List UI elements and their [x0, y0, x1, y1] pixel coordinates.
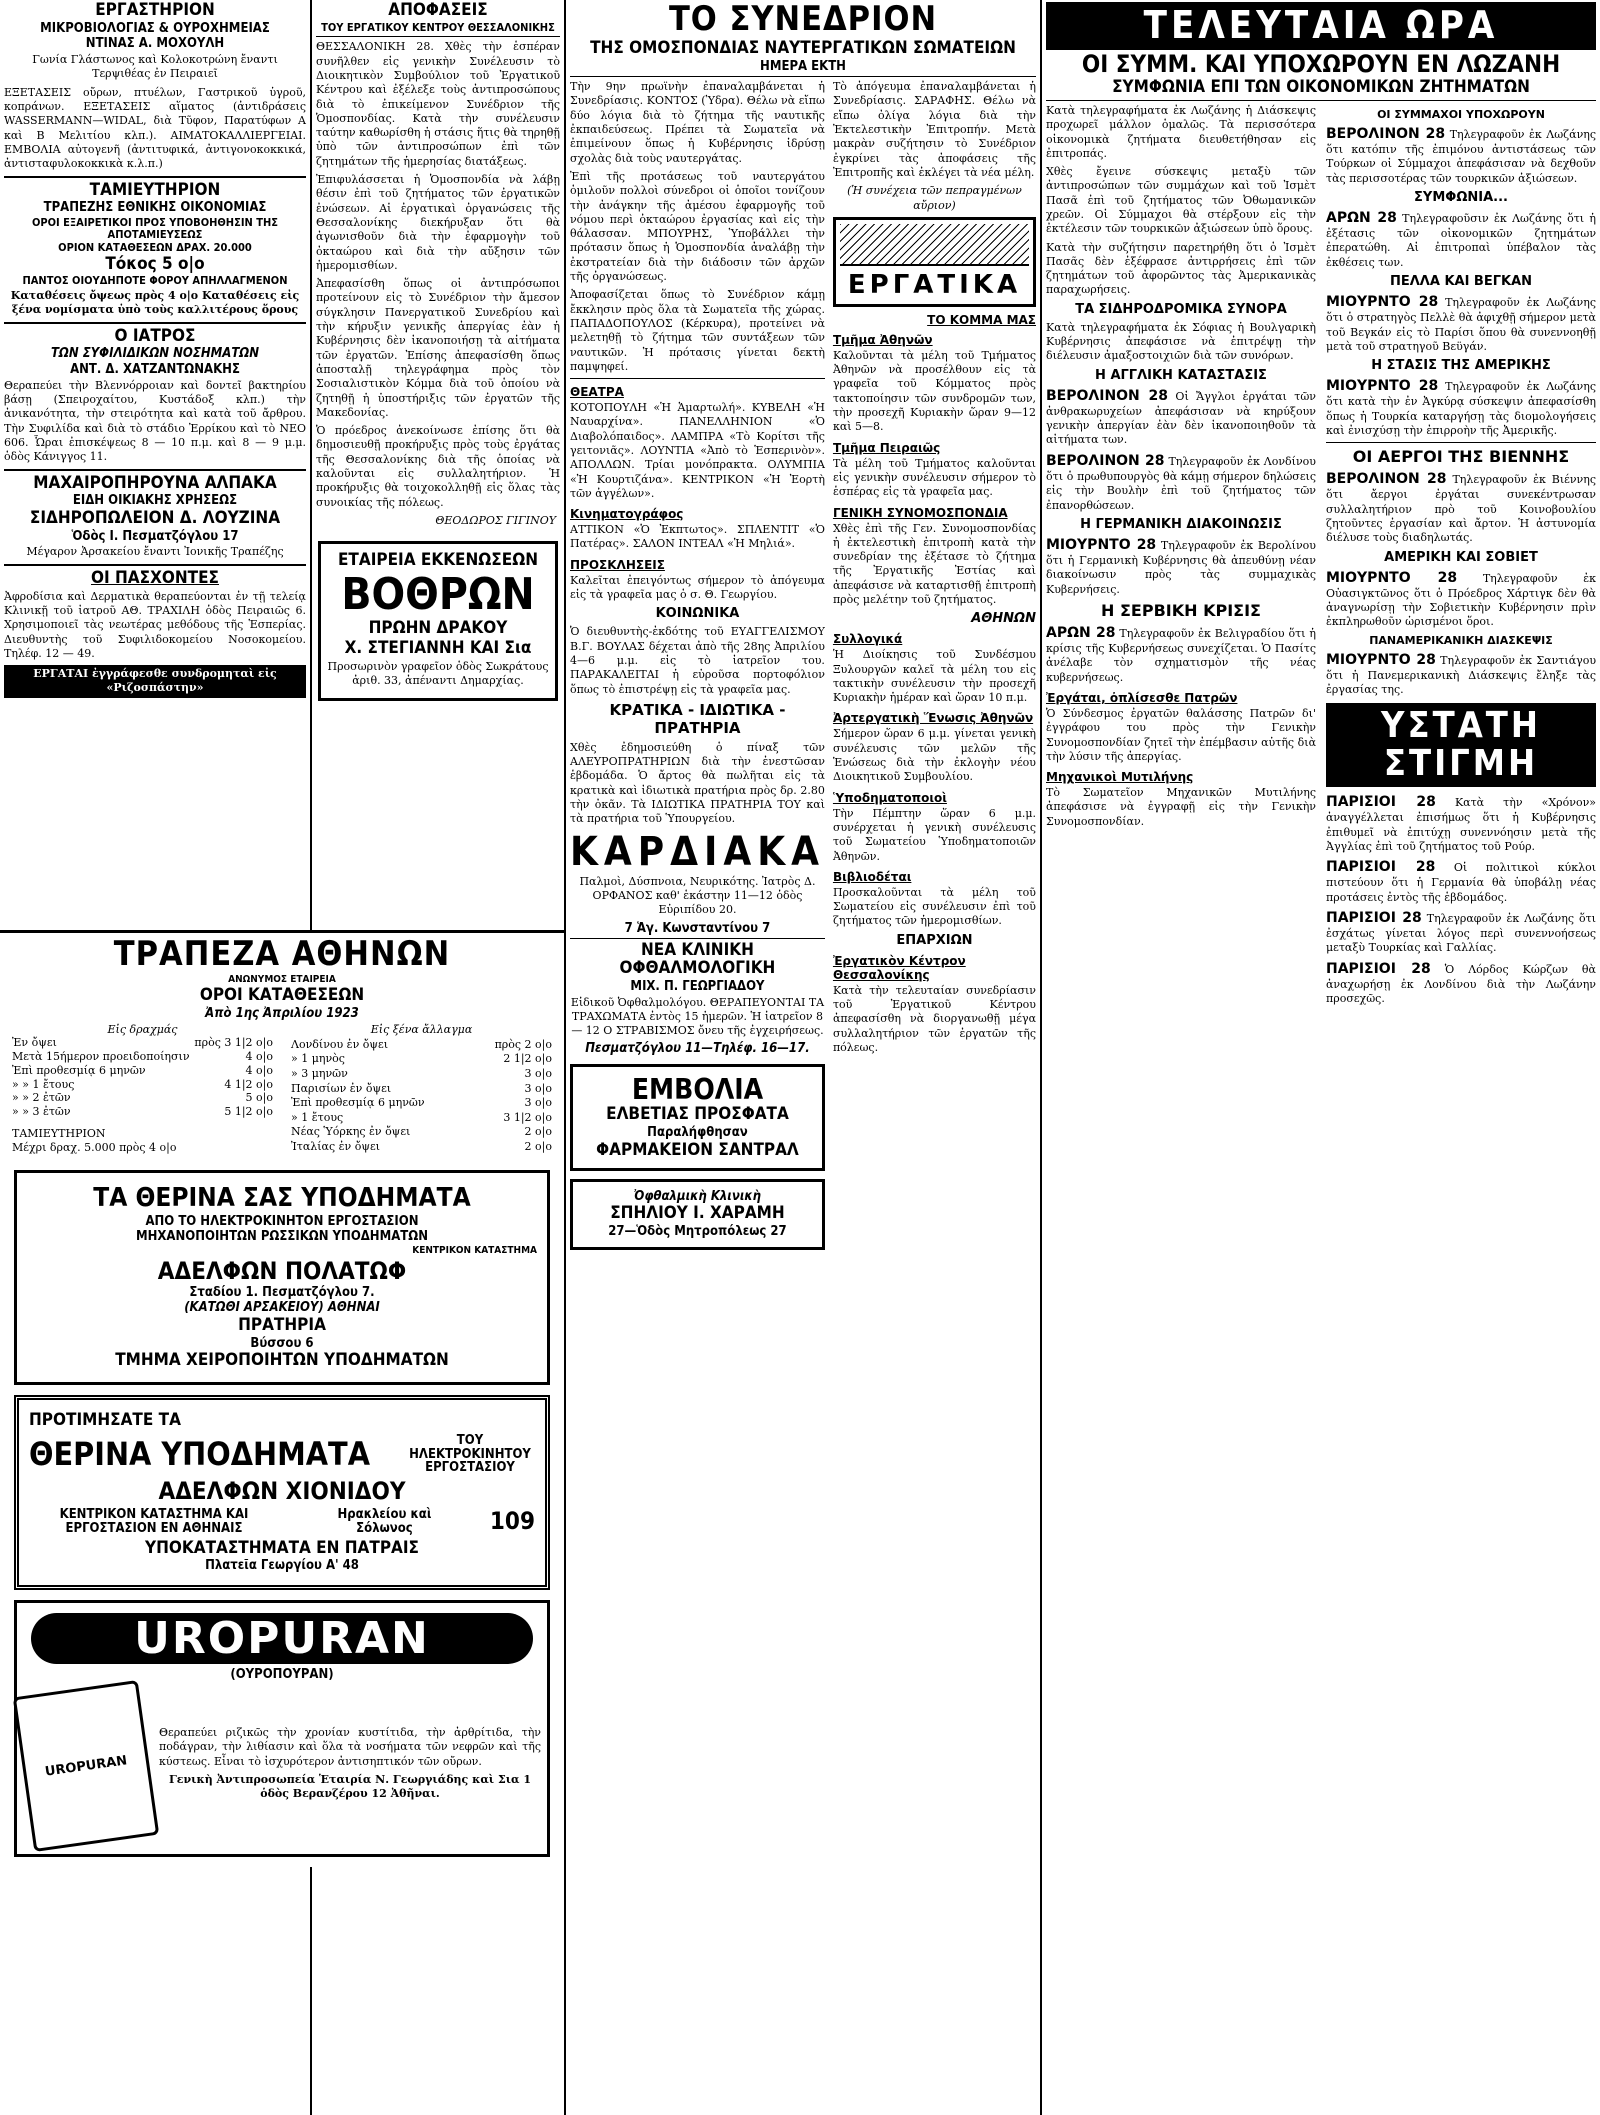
- chionidou-hq: ΚΕΝΤΡΙΚΟΝ ΚΑΤΑΣΤΗΜΑ ΚΑΙ ΕΡΓΟΣΤΑΣΙΟΝ ΕΝ ΑΘΗΝΑΙΣ: [59, 1507, 249, 1536]
- lab-address: Γωνία Γλάστωνος καὶ Κολοκοτρώνη ἔναντι Τερψιθέας ἐν Πειραιεῖ: [32, 53, 278, 81]
- news-subheading: Ἐργάται, ὀπλίσεσθε Πατρῶν: [1046, 690, 1238, 705]
- dateline: ΠΑΡΙΣΙΟΙ 28: [1326, 859, 1436, 876]
- eye-clinic-doctor: ΜΙΧ. Π. ΓΕΩΡΓΙΑΔΟΥ: [630, 978, 765, 994]
- pratiria-text: Χθὲς ἐδημοσιεύθη ὁ πίναξ τῶν ΑΛΕΥΡΟΠΡΑΤΗΡΙΩΝ διὰ τὴν ἐνεστῶσαν ἑβδομάδα. Ὁ ἄρτος θὰ πωλῆται εἰς τὰ κρατικὰ καὶ ἰδιωτικὰ πρατήρια πρὸς δρ. 2.80 τὴν ὀκᾶν. Τὰ ΙΔΙΩΤΙΚΑ ΠΡΑΤΗΡΙΑ ΤΟΥ καὶ τὰ πρατήρια τοῦ Ὑπουργείου.: [570, 740, 825, 826]
- provinces-heading: ΕΠΑΡΧΙΩΝ: [896, 932, 973, 948]
- polatof-line2: ΜΗΧΑΝΟΠΟΙΗΤΩΝ ΡΩΣΣΙΚΩΝ ΥΠΟΔΗΜΑΤΩΝ: [135, 1229, 428, 1245]
- kardiaka-text: Παλμοὶ, Δύσπνοια, Νευρικότης. Ἰατρὸς Δ. ΟΡΦΑΝΟΣ καθ' ἑκάστην 11—12 ὁδὸς Εὐριπίδου 20.: [579, 874, 816, 917]
- eye-clinic-ad-head: Ὀφθαλμικὴ Κλινικὴ: [633, 1188, 762, 1204]
- news-heading: ΟΙ ΑΕΡΓΟΙ ΤΗΣ ΒΙΕΝΝΗΣ: [1352, 447, 1570, 467]
- chionidou-branches-address: Πλατεῖα Γεωργίου Α' 48: [205, 1558, 359, 1574]
- bank-savings: ΤΑΜΙΕΥΤΗΡΙΟΝ: [12, 1126, 106, 1140]
- final-moment-banner: ΥΣΤΑΤΗ ΣΤΙΓΜΗ: [1326, 703, 1596, 787]
- bank-terms: ΟΡΟΙ ΚΑΤΑΘΕΣΕΩΝ: [199, 985, 365, 1006]
- news-text: Τηλεγραφοῦν ἐκ Οὐασιγκτῶνος ὅτι ὁ Πρόεδρος Χάρτιγκ δὲν θὰ ἀναγνωρίσῃ τὴν Σοβιετικὴν Κυβέρνησιν πρὶν ἐκπληρωθοῦν ὡρισμένοι ὅροι.: [1326, 571, 1597, 629]
- news-text: Οἱ πολιτικοὶ κύκλοι πιστεύουν ὅτι ἡ Γερμανία θὰ ὑποβάλῃ νέας προτάσεις ἐντὸς τῆς ἑβδομάδος.: [1326, 861, 1597, 904]
- rates-drachma: [10, 1023, 275, 1155]
- rate-row: Μετὰ 15ήμερον προειδοποίησιν 4 ο|ο: [12, 1050, 273, 1064]
- doctor-name: ΑΝΤ. Δ. ΧΑΤΖΑΝΤΩΝΑΚΗΣ: [70, 362, 240, 378]
- last-hour-subheadline: ΣΥΜΦΩΝΙΑ ΕΠΙ ΤΩΝ ΟΙΚΟΝΟΜΙΚΩΝ ΖΗΤΗΜΑΤΩΝ: [1112, 77, 1530, 98]
- pratiria-heading: ΚΡΑΤΙΚΑ - ΙΔΙΩΤΙΚΑ - ΠΡΑΤΗΡΙΑ: [609, 700, 786, 737]
- bank-subtitle: ΑΝΩΝΥΜΟΣ ΕΤΑΙΡΕΙΑ: [228, 973, 336, 985]
- decisions-title: ΑΠΟΦΑΣΕΙΣ: [388, 0, 488, 20]
- athens-heading: ΑΘΗΝΩΝ: [971, 611, 1036, 627]
- rate-row: » » 3 ἐτῶν 5 1|2 ο|ο: [12, 1105, 273, 1119]
- polatof-line1: ΑΠΟ ΤΟ ΗΛΕΚΤΡΟΚΙΝΗΤΟΝ ΕΡΓΟΣΤΑΣΙΟΝ: [145, 1213, 419, 1229]
- news-text: Τηλεγραφοῦν ἐκ Λωζάνης ὅτι κατὰ τὴν ἐν Ἀγκύρᾳ σύσκεψιν ἀπεφασίσθη ὅπως ἡ Τουρκία καταργήσῃ τὰς διομολογήσεις καὶ ἐνισχύσῃ τὴν ἐπιρροὴν τῆς Ἀμερικῆς.: [1326, 380, 1596, 437]
- decisions-paragraph: Ἐπιφυλάσσεται ἡ Ὁμοσπονδία νὰ λάβῃ θέσιν ἐπὶ τοῦ ζητήματος τῶν ἐργατικῶν ἐνώσεων. Αἱ ἐργατικαὶ ὀργανώσεις τῆς Θεσσαλονίκης διεκήρυξαν ὅτι θὰ ἀγωνισθοῦν διὰ τὴν ἐφαρμογὴν τοῦ ὀκταώρου καὶ διὰ τὴν αὔξησιν τῶν ἡμερομισθίων.: [316, 173, 560, 272]
- savings-terms: ΟΡΟΙ ΕΞΑΙΡΕΤΙΚΟΙ ΠΡΟΣ ΥΠΟΒΟΗΘΗΣΙΝ ΤΗΣ ΑΠΟΤΑΜΙΕΥΣΕΩΣ: [31, 215, 279, 241]
- eye-clinic-ad-address: 27—Ὁδὸς Μητροπόλεως 27: [608, 1224, 787, 1240]
- doctor-title: Ο ΙΑΤΡΟΣ: [114, 325, 196, 346]
- bank-from: Ἀπὸ 1ης Ἀπριλίου 1923: [205, 1006, 359, 1022]
- news-text: Ὁ Λόρδος Κώρζων θὰ ἀναχωρήσῃ ἐκ Λονδίνου διὰ τὴν Λωζάνην προσεχῶς.: [1326, 962, 1596, 1006]
- social-text: Ὁ διευθυντὴς-ἐκδότης τοῦ ΕΥΑΓΓΕΛΙΣΜΟΥ Β.Γ. ΒΟΥΛΑΣ δέχεται ἀπὸ τῆς 28ης Ἀπριλίου 4—6 μ.μ. εἰς τὸ ἰατρεῖον του. ΠΑΡΑΚΑΛΕΙΤΑΙ ἡ εὑροῦσα πορτοφόλιον ὅπως τὸ ἐπιστρέψῃ εἰς τὰ γραφεῖα μας.: [570, 625, 825, 696]
- bookbinders-heading: Βιβλιοδέται: [832, 869, 912, 884]
- bookbinders-text: Προσκαλοῦνται τὰ μέλη τοῦ Σωματείου εἰς συνέλευσιν ἐπὶ τοῦ ζητήματος τῶν ἡμερομισθίων.: [832, 885, 1036, 928]
- news-heading: ΠΑΝΑΜΕΡΙΚΑΝΙΚΗ ΔΙΑΣΚΕΨΙΣ: [1369, 633, 1553, 647]
- dateline: ΒΕΡΟΛΙΝΟΝ 28: [1326, 125, 1446, 142]
- lab-text: ΕΞΕΤΑΣΕΙΣ οὔρων, πτυέλων, Γαστρικοῦ ὑγροῦ, κοπράνων. ΕΞΕΤΑΣΕΙΣ αἵματος (ἀντιδράσεις WASSERMANN—WIDAL, διὰ Τῦφον, Παρατύφων Α καὶ Β Μελιτίου κλπ.). ΑΙΜΑΤΟΚΑΛΛΙΕΡΓΕΙΑΙ. ΕΜΒΟΛΙΑ αὐτογενῆ (ἀντιτυφικά, ἀντιγονοκοκκικά, ἀντισταφυλοκοκκικὰ κ.λ.π.): [4, 85, 306, 171]
- polatof-note: (ΚΑΤΩΘΙ ΑΡΣΑΚΕΙΟΥ) ΑΘΗΝΑΙ: [184, 1300, 380, 1316]
- dateline: ΑΡΩΝ 28: [1326, 210, 1397, 226]
- dateline: ΜΙΟΥΡΝΤΟ 28: [1326, 294, 1439, 311]
- chionidou-number: 109: [489, 1507, 535, 1536]
- rate-row: Ἰταλίας ἐν ὄψει 2 ο|ο: [291, 1140, 552, 1154]
- shoemakers-heading: Ὑποδηματοποιοὶ: [832, 790, 947, 805]
- rate-row: Ἐπὶ προθεσμίᾳ 6 μηνῶν 4 ο|ο: [12, 1063, 273, 1077]
- polatof-brand: ΑΔΕΛΦΩΝ ΠΟΛΑΤΩΦ: [157, 1256, 407, 1285]
- eye-clinic-title: ΝΕΑ ΚΛΙΝΙΚΗ ΟΦΘΑΛΜΟΛΟΓΙΚΗ: [619, 940, 776, 979]
- ergatika-title: ΕΡΓΑΤΙΚΑ: [847, 269, 1022, 300]
- cutlery-landmark: Μέγαρον Ἀρσακείου ἔναντι Ἰονικῆς Τραπέζης: [26, 545, 284, 559]
- news-subheading: Μηχανικοὶ Μυτιλήνης: [1046, 770, 1194, 785]
- chionidou-title: ΘΕΡΙΝΑ ΥΠΟΔΗΜΑΤΑ: [29, 1434, 370, 1473]
- vaccines-title: ΕΜΒΟΛΙΑ: [631, 1073, 764, 1107]
- cinema-text: ΑΤΤΙΚΟΝ «Ὁ Ἐκπτωτος». ΣΠΛΕΝΤΙΤ «Ὁ Πατέρας». ΣΑΛΟΝ ΙΝΤΕΑΛ «Ἡ Μηλιά».: [570, 523, 825, 551]
- rate-row: Ἐπὶ προθεσμίᾳ 6 μηνῶν 3 ο|ο: [291, 1096, 552, 1110]
- calls-text: Καλεῖται ἐπειγόντως σήμερον τὸ ἀπόγευμα εἰς τὰ γραφεῖα μας ὁ σ. Θ. Γεωργίου.: [570, 573, 825, 602]
- congress-subtitle: ΤΗΣ ΟΜΟΣΠΟΝΔΙΑΣ ΝΑΥΤΕΡΓΑΤΙΚΩΝ ΣΩΜΑΤΕΙΩΝ: [590, 37, 1016, 58]
- decisions-subtitle: ΤΟΥ ΕΡΓΑΤΙΚΟΥ ΚΕΝΤΡΟΥ ΘΕΣΣΑΛΟΝΙΚΗΣ: [321, 20, 555, 34]
- news-text: Τηλεγραφοῦν ἐκ Λωζάνης ὅτι ὁ στρατηγὸς Πελλὲ θὰ ἀφιχθῇ σήμερον μετὰ τοῦ Βεγκάν εἰς τὸ Παρίσι ὅπου θὰ συνεννοηθῇ μετὰ τοῦ στρατηγοῦ Βεϋγάν.: [1326, 296, 1596, 353]
- lab-subtitle: ΜΙΚΡΟΒΙΟΛΟΓΙΑΣ & ΟΥΡΟΧΗΜΕΙΑΣ: [40, 20, 270, 36]
- cesspit-contact: Προσωρινὸν γραφεῖον ὁδὸς Σωκράτους ἀριθ. 33, ἀπέναντι Δημαρχίας.: [327, 659, 549, 687]
- savings-tax: ΠΑΝΤΟΣ ΟΙΟΥΔΗΠΟΤΕ ΦΟΡΟΥ ΑΠΗΛΛΑΓΜΕΝΟΝ: [22, 274, 288, 288]
- news-heading: ΑΜΕΡΙΚΗ ΚΑΙ ΣΟΒΙΕΤ: [1384, 549, 1538, 565]
- news-text: Οἱ Ἄγγλοι ἐργάται τῶν ἀνθρακωρυχείων ἀπεφάσισαν νὰ κηρύξουν γενικὴν ἀπεργίαν ἐὰν δὲν ἱκανοποιηθοῦν τὰ αἰτήματα των.: [1046, 389, 1316, 447]
- news-heading: Η ΓΕΡΜΑΝΙΚΗ ΔΙΑΚΟΙΝΩΣΙΣ: [1080, 516, 1282, 532]
- vaccines-subtitle: ΕΛΒΕΤΙΑΣ ΠΡΟΣΦΑΤΑ: [606, 1104, 789, 1125]
- eye-clinic-text: Εἰδικοῦ Ὀφθαλμολόγου. ΘΕΡΑΠΕΥΟΝΤΑΙ ΤΑ ΤΡΑΧΩΜΑΤΑ ἐντὸς 15 ἡμερῶν. Ἡ ἰατρεῖον 8 — 12 Ο ΣΤΡΑΒΙΣΜΟΣ ὄνευ τῆς ἐγχειρήσεως.: [570, 995, 825, 1038]
- cesspit-ad: [318, 541, 558, 701]
- cutlery-shop: ΣΙΔΗΡΟΠΩΛΕΙΟΝ Δ. ΛΟΥΖΙΝΑ: [29, 508, 281, 528]
- branch-athens-heading: Τμῆμα Ἀθηνῶν: [832, 332, 933, 347]
- uropuran-agents: Γενικὴ Ἀντιπροσωπεία Ἑταιρία Ν. Γεωργιάδης καὶ Σια 1 ὁδὸς Βερανζέρου 12 Ἀθῆναι.: [169, 1772, 531, 1801]
- chionidou-factory: ΤΟΥ ΗΛΕΚΤΡΟΚΙΝΗΤΟΥ ΕΡΓΟΣΤΑΣΙΟΥ: [409, 1433, 531, 1476]
- congress-paragraph: Ἐπὶ τῆς προτάσεως τοῦ ναυτεργάτου ὁμιλοῦν πολλοὶ σύνεδροι οἱ ὁποῖοι τονίζουν τὴν ἀνάγκην τῆς ἀμέσου ἐφαρμογῆς τοῦ νόμου περὶ ὀκταώρου ἐργασίας καὶ εἰς τὴν θάλασσαν. ΜΠΟΥΡΗΣ, Ὑποβάλλει τὴν πρότασιν ὅπως ἡ Ὁμοσπονδία ἀναλάβῃ τὴν ἐκστρατείαν διὰ τὴν διάδοσιν τῶν ἀρχῶν τῆς ὀργανώσεως.: [570, 169, 825, 284]
- dateline: ΠΑΡΙΣΙΟΙ 28: [1326, 909, 1422, 926]
- news-text: Τηλεγραφοῦν ἐκ Σαντιάγου ὅτι ἡ Πανεμερικανικὴ Διάσκεψις ἔληξε τὰς ἐργασίας της.: [1326, 653, 1597, 697]
- news-heading: ΤΑ ΣΙΔΗΡΟΔΡΟΜΙΚΑ ΣΥΝΟΡΑ: [1075, 301, 1287, 317]
- bank-of-athens-ad: [0, 930, 564, 1867]
- news-paragraph: Κατὰ τηλεγραφήματα ἐκ Λωζάνης ἡ Διάσκεψις προχωρεῖ μάλλον ὁμαλῶς. Τὰ περισσότερα οἰκονομικὰ ζητήματα διευθετήθησαν εἰς ἐπιτροπάς.: [1046, 103, 1316, 160]
- subscribe-note: ΕΡΓΑΤΑΙ ἐγγράφεσθε συνδρομηταὶ εἰς «Ριζοσπάστην»: [4, 665, 306, 698]
- branch-piraeus-heading: Τμῆμα Πειραιῶς: [832, 440, 941, 455]
- bank-savings-line: Μέχρι δραχ. 5.000 πρὸς 4 ο|ο: [12, 1140, 177, 1154]
- congress-title: ΤΟ ΣΥΝΕΔΡΙΟΝ: [668, 0, 938, 39]
- ergatika-header: [833, 217, 1036, 307]
- decisions-byline: ΘΕΟΔΩΡΟΣ ΓΙΓΙΝΟΥ: [435, 513, 556, 527]
- polatof-shops: ΠΡΑΤΗΡΙΑ: [238, 1314, 326, 1335]
- vaccines-ad: [570, 1064, 825, 1171]
- uropuran-greek: (ΟΥΡΟΠΟΥΡΑΝ): [230, 1667, 334, 1683]
- thessaloniki-heading: Ἐργατικὸν Κέντρον Θεσσαλονίκης: [832, 953, 966, 982]
- rates-foreign: [289, 1023, 554, 1155]
- theatre-heading: ΘΕΑΤΡΑ: [570, 385, 624, 400]
- polatof-shops-address: Βύσσου 6: [250, 1335, 314, 1351]
- news-paragraph: Χθὲς ἔγεινε σύσκεψις μεταξὺ τῶν ἀντιπροσώπων τῶν συμμάχων καὶ τοῦ Ἰσμὲτ Πασᾶ ἐπὶ τοῦ ζητήματος τῶν Ὀθωμανικῶν χρεῶν. Οἱ Σύμμαχοι θὰ στέρξουν εἰς τὴν ἐκτέλεσιν τῶν τουρκικῶν ἀξιώσεων ὑπὸ ὅρους.: [1046, 165, 1316, 236]
- lab-name: ΝΤΙΝΑΣ Α. ΜΟΧΟΥΛΗ: [85, 36, 225, 52]
- thessaloniki-text: Κατὰ τὴν τελευταίαν συνεδρίασιν τοῦ Ἐργατικοῦ Κέντρου ἀπεφασίσθη νὰ διοργανωθῇ μέγα συλλαλητήριον τῶν ἐργατῶν τῆς πόλεως.: [832, 983, 1036, 1054]
- decisions-paragraph: Ἀπεφασίσθη ὅπως οἱ ἀντιπρόσωποι προτείνουν εἰς τὸ Συνέδριον τὴν ἄμεσον σύγκλησιν Πανεργατικοῦ Συνεδρίου καὶ τὴν κήρυξιν γενικῆς ἀπεργίας ἐὰν ἡ Κυβέρνησις δὲν ἱκανοποιήσῃ τὰ αἰτήματα τῶν ἐργατῶν. Ἐπίσης ἀπεφασίσθη ὅπως ἀποσταλῇ τηλεγράφημα πρὸς τὸν Σοσιαλιστικὸν Κόμμα διὰ τοῦ ὁποίου νὰ ζητηθῇ ἡ ὑποστήριξις τῶν ἐργατῶν τῆς Μακεδονίας.: [316, 277, 560, 419]
- dateline: ΒΕΡΟΛΙΝΟΝ 28: [1046, 452, 1165, 469]
- vaccines-pharmacy: ΦΑΡΜΑΚΕΙΟΝ ΣΑΝΤΡΑΛ: [596, 1139, 799, 1160]
- news-text: Τηλεγραφοῦν ἐκ Λωζάνης ὅτι ἐσχάτως γίνεται λόγος περὶ συνεννοήσεως μεταξὺ Τουρκίας καὶ Γαλλίας.: [1326, 911, 1596, 955]
- party-heading: ΤΟ ΚΟΜΜΑ ΜΑΣ: [927, 312, 1036, 327]
- polatof-store: ΚΕΝΤΡΙΚΟΝ ΚΑΤΑΣΤΗΜΑ: [412, 1245, 537, 1256]
- shoemakers-text: Τὴν Πέμπτην ὥραν 6 μ.μ. συνέρχεται ἡ γενικὴ συνέλευσις τοῦ Σωματείου Ὑποδηματοποιῶν Ἀθηνῶν.: [832, 806, 1036, 863]
- last-hour-banner: ΤΕΛΕΥΤΑΙΑ ΩΡΑ: [1046, 2, 1596, 50]
- savings-rate: Τόκος 5 ο|ο: [105, 253, 205, 274]
- rates-drachma-head: Εἰς δραχμάς: [107, 1022, 178, 1036]
- kardiaka-title: ΚΑΡΔΙΑΚΑ: [570, 828, 825, 875]
- news-paragraph: Τὸ Σωματεῖον Μηχανικῶν Μυτιλήνης ἀπεφάσισε νὰ ἐγγραφῇ εἰς τὴν Γενικὴν Συνομοσπονδίαν.: [1046, 786, 1316, 828]
- bakers-text: Σήμερον ὥραν 6 μ.μ. γίνεται γενικὴ συνέλευσις τῶν μελῶν τῆς Ἑνώσεως διὰ τὴν ἐκλογὴν νέου Διοικητικοῦ Συμβουλίου.: [832, 727, 1036, 784]
- dateline: ΜΙΟΥΡΝΤΟ 28: [1046, 536, 1157, 553]
- news-heading: ΟΙ ΣΥΜΜΑΧΟΙ ΥΠΟΧΩΡΟΥΝ: [1377, 107, 1545, 121]
- news-heading: Η ΣΤΑΣΙΣ ΤΗΣ ΑΜΕΡΙΚΗΣ: [1371, 358, 1551, 374]
- rate-row: » » 1 ἔτους 4 1|2 ο|ο: [12, 1077, 273, 1091]
- eye-clinic-ad: [570, 1179, 825, 1250]
- union-text: Ἡ Διοίκησις τοῦ Συνδέσμου Ξυλουργῶν καλεῖ τὰ μέλη του εἰς τακτικὴν συνέλευσιν τὴν προσεχῆ Κυριακὴν ἡμέραν καὶ ὥραν 10 π.μ.: [832, 648, 1036, 705]
- news-heading: ΣΥΜΦΩΝΙΑ...: [1414, 190, 1508, 205]
- cesspit-company: ΕΤΑΙΡΕΙΑ ΕΚΚΕΝΩΣΕΩΝ: [337, 549, 538, 570]
- congress-day: ΗΜΕΡΑ ΕΚΤΗ: [760, 58, 846, 74]
- news-paragraph: Ὁ Σύνδεσμος ἐργατῶν θαλάσσης Πατρῶν δι' ἐγγράφου του πρὸς τὴν Γενικὴν Συνομοσπονδίαν ζητεῖ τὴν ἐπέμβασιν αὐτῆς διὰ τὴν λύσιν τῆς ἀπεργίας.: [1046, 706, 1316, 763]
- rate-row: » 1 μηνὸς 2 1|2 ο|ο: [291, 1052, 552, 1066]
- theatre-text: ΚΟΤΟΠΟΥΛΗ «Ἡ Ἁμαρτωλή». ΚΥΒΕΛΗ «Ἡ Ναυαρχίνα». ΠΑΝΕΛΛΗΝΙΟΝ «Ὁ Διαβολόπαιδος». ΛΑΜΠΡΑ «Τὸ Κορίτσι τῆς γειτονιᾶς». ΛΟΥΝΤΙΑ «Ἀπὸ τὸ Ἑσπερινὸν». ΑΠΟΛΛΩΝ. Τρίαι μονόπρακτα. ΟΛΥΜΠΙΑ «Ἡ Κουρτιζάνα». ΚΕΝΤΡΙΚΟΝ «Ἡ Ἐορτὴ τῶν ἀγγέλων».: [570, 401, 825, 500]
- calls-heading: ΠΡΟΣΚΛΗΣΕΙΣ: [570, 557, 665, 572]
- news-text: Τηλεγραφοῦν ἐκ Βερολίνου ὅτι ἡ Γερμανικὴ Κυβέρνησις θὰ ἀπευθύνῃ νέαν διακοίνωσιν πρὸς τὰς συμμαχικὰς Κυβερνήσεις.: [1046, 538, 1316, 596]
- rates-foreign-head: Εἰς ξένα ἄλλαγμα: [370, 1023, 473, 1037]
- cutlery-title: ΜΑΧΑΙΡΟΠΗΡΟΥΝΑ ΑΛΠΑΚΑ: [33, 472, 277, 493]
- eye-clinic-hours: Πεσματζόγλου 11—Τηλέφ. 16—17.: [585, 1041, 810, 1057]
- last-hour-headline: ΟΙ ΣΥΜΜ. ΚΑΙ ΥΠΟΧΩΡΟΥΝ ΕΝ ΛΩΖΑΝΗ: [1081, 49, 1561, 78]
- dateline: ΠΑΡΙΣΙΟΙ 28: [1326, 794, 1436, 811]
- bakers-heading: Ἀρτεργατικὴ Ἕνωσις Ἀθηνῶν: [832, 711, 1034, 726]
- decisions-paragraph: Ὁ πρόεδρος ἀνεκοίνωσε ἐπίσης ὅτι θὰ δημοσιευθῇ προκήρυξις πρὸς τοὺς ἐργάτας τῆς Θεσσαλονίκης διὰ τῆς ὁποίας νὰ καλοῦνται εἰς συλλαλητήριον. Ἡ προκήρυξις θὰ τοιχοκολληθῇ εἰς ὅλας τὰς συνοικίας τῆς πόλεως.: [316, 424, 560, 509]
- chionidou-prefer: ΠΡΟΤΙΜΗΣΑΤΕ ΤΑ: [29, 1410, 181, 1431]
- rate-row: » » 2 ἐτῶν 5 ο|ο: [12, 1091, 273, 1105]
- cesspit-former: ΠΡΩΗΝ ΔΡΑΚΟΥ: [368, 617, 508, 638]
- branch-piraeus-text: Τὰ μέλη τοῦ Τμήματος καλοῦνται εἰς γενικὴν συνέλευσιν σήμερον τὸ ἑσπέρας εἰς τὰ γραφεῖα μας.: [832, 456, 1036, 499]
- polatof-department: ΤΜΗΜΑ ΧΕΙΡΟΠΟΙΗΤΩΝ ΥΠΟΔΗΜΑΤΩΝ: [115, 1350, 449, 1371]
- chionidou-brand: ΑΔΕΛΦΩΝ ΧΙΟΝΙΔΟΥ: [158, 1477, 406, 1506]
- congress-continued: (Ἡ συνέχεια τῶν πεπραγμένων αὔριον): [847, 184, 1022, 212]
- polatof-address: Σταδίου 1. Πεσματζόγλου 7.: [189, 1284, 375, 1300]
- decisions-paragraph: ΘΕΣΣΑΛΟΝΙΚΗ 28. Χθὲς τὴν ἑσπέραν συνῆλθεν εἰς γενικὴν Συνέλευσιν τὸ Διοικητικὸν Συμβούλιον τοῦ Ἐργατικοῦ Κέντρου καὶ ἐξέλεξε τοὺς ἀντιπροσώπους διὰ τὸ ἐπικείμενον Συνέδριον τῆς Ὁμοσπονδίας. Κατὰ τὴν συνέλευσιν ταύτην καθωρίσθη ἡ στάσις ἥτις θὰ τηρηθῇ ὑπὸ τῶν ἀντιπροσώπων ἐπὶ τῶν ζητημάτων τῆς ἡμερησίας διατάξεως.: [316, 40, 560, 168]
- confederation-heading: ΓΕΝΙΚΗ ΣΥΝΟΜΟΣΠΟΝΔΙΑ: [832, 505, 1008, 520]
- rate-row: Λονδίνου ἐν ὄψει πρὸς 2 ο|ο: [291, 1037, 552, 1051]
- vaccines-line: Παραλήφθησαν: [647, 1125, 748, 1141]
- cutlery-address: Ὁδὸς Ι. Πεσματζόγλου 17: [71, 528, 239, 544]
- dateline: ΑΡΩΝ 28: [1046, 624, 1116, 641]
- news-text: Τηλεγραφοῦν ἐκ Βιέννης ὅτι ἄεργοι ἐργάται συνεκέντρωσαν συλλαλητήριον πρὸ τοῦ Κοινοβουλίου ζητοῦντες ἐργασίαν καὶ ἄρτον. Ἡ ἀστυνομία διέλυσε τοὺς διαδηλωτάς.: [1326, 473, 1596, 545]
- news-heading: Η ΣΕΡΒΙΚΗ ΚΡΙΣΙΣ: [1101, 600, 1261, 620]
- savings-text: Καταθέσεις ὄψεως πρὸς 4 ο|ο Καταθέσεις εἰς ξένα νομίσματα ὑπὸ τοὺς καλλιτέρους ὅρους: [10, 289, 300, 317]
- dateline: ΜΙΟΥΡΝΤΟ 28: [1326, 378, 1439, 395]
- rate-row: Παρισίων ἐν ὄψει 3 ο|ο: [291, 1081, 552, 1095]
- union-heading: Συλλογικά: [832, 632, 903, 647]
- cesspit-name: ΒΟΘΡΩΝ: [341, 568, 535, 620]
- social-heading: ΚΟΙΝΩΝΙΚΑ: [655, 606, 740, 622]
- eye-clinic-ad-name: ΣΠΗΛΙΟΥ Ι. ΧΑΡΑΜΗ: [610, 1203, 785, 1224]
- news-text: Τηλεγραφοῦσιν ἐκ Λωζάνης ὅτι ἡ ἐξέτασις τῶν οἰκονομικῶν ζητημάτων ἐπερατώθη. Αἱ ἐπιτροπαὶ ὑπέβαλον τὰς ἐκθέσεις των.: [1326, 212, 1596, 269]
- savings-title: ΤΑΜΙΕΥΤΗΡΙΟΝ: [89, 179, 221, 200]
- patients-text: Ἀφροδίσια καὶ Δερματικὰ θεραπεύονται ἐν τῇ τελείᾳ Κλινικῇ τοῦ ἰατροῦ ΑΘ. ΤΡΑΧΙΛΗ ὁδὸς Πειραιῶς 6. Χρησιμοποιεῖ τὰς νεωτέρας μεθόδους τῆς Ἑσπερίας. Διευθυντὴς τοῦ Συφιλιδοκομείου Νοσοκομείου. Τηλέφ. 12 — 49.: [4, 589, 306, 660]
- dateline: ΒΕΡΟΛΙΝΟΝ 28: [1046, 387, 1169, 404]
- uropuran-logo: UROPURAN: [31, 1613, 533, 1664]
- confederation-text: Χθὲς ἐπὶ τῆς Γεν. Συνομοσπονδίας ἡ ἐκτελεστικὴ ἐπιτροπὴ κατὰ τὴν συνεδρίαν της ἐξέτασε τὸ ζήτημα τῆς Ἐργατικῆς Ἐστίας καὶ ἀπεφάσισε νὰ καταρτισθῇ ἐπιτροπὴ πρὸς μελέτην τοῦ ζητήματος.: [832, 521, 1036, 606]
- news-text: Τηλεγραφοῦν ἐκ Λονδίνου ὅτι ὁ πρωθυπουργὸς θὰ κάμῃ σήμερον δηλώσεις εἰς τὴν Βουλὴν ἐπὶ τοῦ ζητήματος τῶν ἐπανορθώσεων.: [1046, 454, 1316, 512]
- dateline: ΜΙΟΥΡΝΤΟ 28: [1326, 569, 1458, 586]
- congress-paragraph: Τὴν 9ην πρωϊνὴν ἐπαναλαμβάνεται ἡ Συνεδρίασις. ΚΟΝΤΟΣ (Ὑδρα). Θέλω νὰ εἴπω δύο λόγια διὰ τὸ ζήτημα τῆς ναυτικῆς ἐκπαιδεύσεως. Πρέπει τὰ Σωματεῖα νὰ ἐπιμείνουν ὅπως ἡ Κυβέρνησις ἱδρύσῃ σχολὰς διὰ τοὺς ναυτεργάτας.: [570, 80, 825, 165]
- uropuran-ad: [14, 1600, 550, 1857]
- cutlery-subtitle: ΕΙΔΗ ΟΙΚΙΑΚΗΣ ΧΡΗΣΕΩΣ: [72, 493, 238, 509]
- chionidou-shoes-ad: [14, 1395, 550, 1590]
- bank-title: ΤΡΑΠΕΖΑ ΑΘΗΝΩΝ: [113, 934, 451, 974]
- doctor-subtitle: ΤΩΝ ΣΥΦΙΛΙΔΙΚΩΝ ΝΟΣΗΜΑΤΩΝ: [50, 346, 260, 362]
- news-text: Τηλεγραφοῦν ἐκ Βελιγραδίου ὅτι ἡ κρίσις τῆς Κυβερνήσεως συνεχίζεται. Ὁ Πασίτς ἀνέλαβε τὸν σχηματισμὸν τῆς νέας κυβερνήσεως.: [1046, 626, 1316, 684]
- rate-row: » 1 ἔτους 3 1|2 ο|ο: [291, 1110, 552, 1124]
- savings-limit: ΟΡΙΟΝ ΚΑΤΑΘΕΣΕΩΝ ΔΡΑΧ. 20.000: [58, 241, 252, 255]
- branch-athens-text: Καλοῦνται τὰ μέλη τοῦ Τμήματος Ἀθηνῶν νὰ προσέλθουν εἰς τὰ γραφεῖα τοῦ Κόμματος πρὸς τακτοποίησιν τῶν συνδρομῶν των, τὴν προσεχῆ Κυριακὴν ὥραν 9—12 καὶ 5—8.: [832, 348, 1036, 434]
- polatof-shoes-ad: [14, 1170, 550, 1385]
- rate-row: Ἐν ὄψει πρὸς 3 1|2 ο|ο: [12, 1036, 273, 1050]
- rate-row: » 3 μηνῶν 3 ο|ο: [291, 1066, 552, 1080]
- lab-title: ΕΡΓΑΣΤΗΡΙΟΝ: [95, 0, 215, 20]
- news-text: Τηλεγραφοῦν ἐκ Λωζάνης ὅτι κατόπιν τῆς ἐπιμόνου ἀντιστάσεως τῶν Τούρκων οἱ Σύμμαχοι ἀπεφάσισαν νὰ δεχθοῦν τὰς περισσοτέρας τῶν τουρκικῶν ἀξιώσεων.: [1326, 127, 1597, 185]
- chionidou-hq-address: Ηρακλείου καὶ Σόλωνος: [337, 1507, 432, 1536]
- congress-paragraph: Ἀποφασίζεται ὅπως τὸ Συνέδριον κάμῃ ἔκκλησιν πρὸς ὅλα τὰ Σωματεῖα τῆς χώρας. ΠΑΠΑΔΟΠΟΥΛΟΣ (Κέρκυρα), προτείνει νὰ μελετηθῇ τὸ ζήτημα τῶν συντάξεων τῶν ναυτικῶν. Ἡ πρότασις γίνεται δεκτὴ παμψηφεί.: [570, 288, 825, 373]
- doctor-text: Θεραπεύει τὴν Βλεννόρροιαν καὶ δοντεῖ βακτηρίου βάσῃ (Σπειροχαίτου, Κυστάδοξ κλπ.) τὴν ἀνικανότητα, τὴν στειρότητα καὶ κατὰ τοῦ ἄρθρου. Τὴν Συφιλίδα καὶ διὰ τὸ στάδιο Ἐρρίκου καὶ τὸ ΝΕΟ 606. Ὧραι ἐπισκέψεως 8 — 10 π.μ. καὶ 8 — 9 μ.μ. ὁδὸς Κάνιγγος 11.: [4, 378, 306, 464]
- column-4: [1042, 0, 1600, 2115]
- cinema-heading: Κινηματογράφος: [570, 507, 684, 522]
- dateline: ΜΙΟΥΡΝΤΟ 28: [1326, 651, 1436, 668]
- kardiaka-address: 7 Ἁγ. Κωνσταντίνου 7: [624, 920, 771, 936]
- ergatika-illustration: [840, 224, 1029, 266]
- dateline: ΒΕΡΟΛΙΝΟΝ 28: [1326, 471, 1447, 488]
- uropuran-bottle: UROPURAN: [13, 1680, 159, 1852]
- congress-paragraph: Τὸ ἀπόγευμα ἐπαναλαμβάνεται ἡ Συνεδρίασις. ΣΑΡΑΦΗΣ. Θέλω νὰ εἴπω ὀλίγα λόγια διὰ τὴν Ἐκτελεστικὴν Ἐπιτροπήν. Μετὰ μακρὰν συζήτησιν τὸ Συνέδριον ἐγκρίνει τὰς ἀποφάσεις τῆς Ἐπιτροπῆς καὶ ἐκλέγει τὰ νέα μέλη.: [832, 80, 1036, 179]
- patients-title: ΟΙ ΠΑΣΧΟΝΤΕΣ: [90, 567, 220, 588]
- news-heading: Η ΑΓΓΛΙΚΗ ΚΑΤΑΣΤΑΣΙΣ: [1095, 367, 1267, 383]
- news-heading: ΠΕΛΛΑ ΚΑΙ ΒΕΓΚΑΝ: [1389, 274, 1533, 290]
- dateline: ΠΑΡΙΣΙΟΙ 28: [1326, 960, 1431, 977]
- savings-bank: ΤΡΑΠΕΖΗΣ ΕΘΝΙΚΗΣ ΟΙΚΟΝΟΜΙΑΣ: [43, 200, 267, 216]
- chionidou-branches: ΥΠΟΚΑΤΑΣΤΗΜΑΤΑ ΕΝ ΠΑΤΡΑΙΣ: [145, 1537, 419, 1558]
- rate-row: Νέας Ὑόρκης ἐν ὄψει 2 ο|ο: [291, 1125, 552, 1139]
- news-paragraph: Κατὰ τηλεγραφήματα ἐκ Σόφιας ἡ Βουλγαρικὴ Κυβέρνησις ἀπεφάσισε νὰ ἐπιτρέψῃ τὴν διέλευσιν ἀμαξοστοιχιῶν διὰ τῶν συνόρων.: [1046, 320, 1316, 363]
- cesspit-owner: Χ. ΣΤΕΓΙΑΝΝΗ ΚΑΙ Σια: [344, 637, 532, 658]
- uropuran-text: Θεραπεύει ριζικῶς τὴν χρονίαν κυστίτιδα, τὴν ἀρθρίτιδα, τὴν ποδάγραν, τὴν λιθίασιν καὶ ὅλα τὰ νοσήματα τῶν νεφρῶν καὶ τῆς κύστεως. Εἶναι τὸ ἰσχυρότερον ἀντισηπτικόν τῶν οὔρων.: [159, 1725, 541, 1768]
- polatof-title: ΤΑ ΘΕΡΙΝΑ ΣΑΣ ΥΠΟΔΗΜΑΤΑ: [93, 1183, 471, 1214]
- column-3: [566, 0, 1040, 2115]
- news-paragraph: Κατὰ τὴν συζήτησιν παρετηρήθη ὅτι ὁ Ἰσμὲτ Πασᾶς δὲν ἐξέφρασε ἀντιρρήσεις ἐπὶ τῶν ζητημάτων τοῦ ἀφορῶντος τὰς Ἀμερικανικὰς παραχωρήσεις.: [1046, 240, 1316, 297]
- news-text: Κατὰ τὴν «Χρόνον» ἀναγγέλλεται ἐπισήμως ὅτι ἡ Κυβέρνησις ἐπιθυμεῖ νὰ ἐπιτύχῃ συνεννόησιν μετὰ τῆς Ἀγγλίας ἐπὶ τοῦ ζητήματος τοῦ Ρούρ.: [1326, 796, 1596, 853]
